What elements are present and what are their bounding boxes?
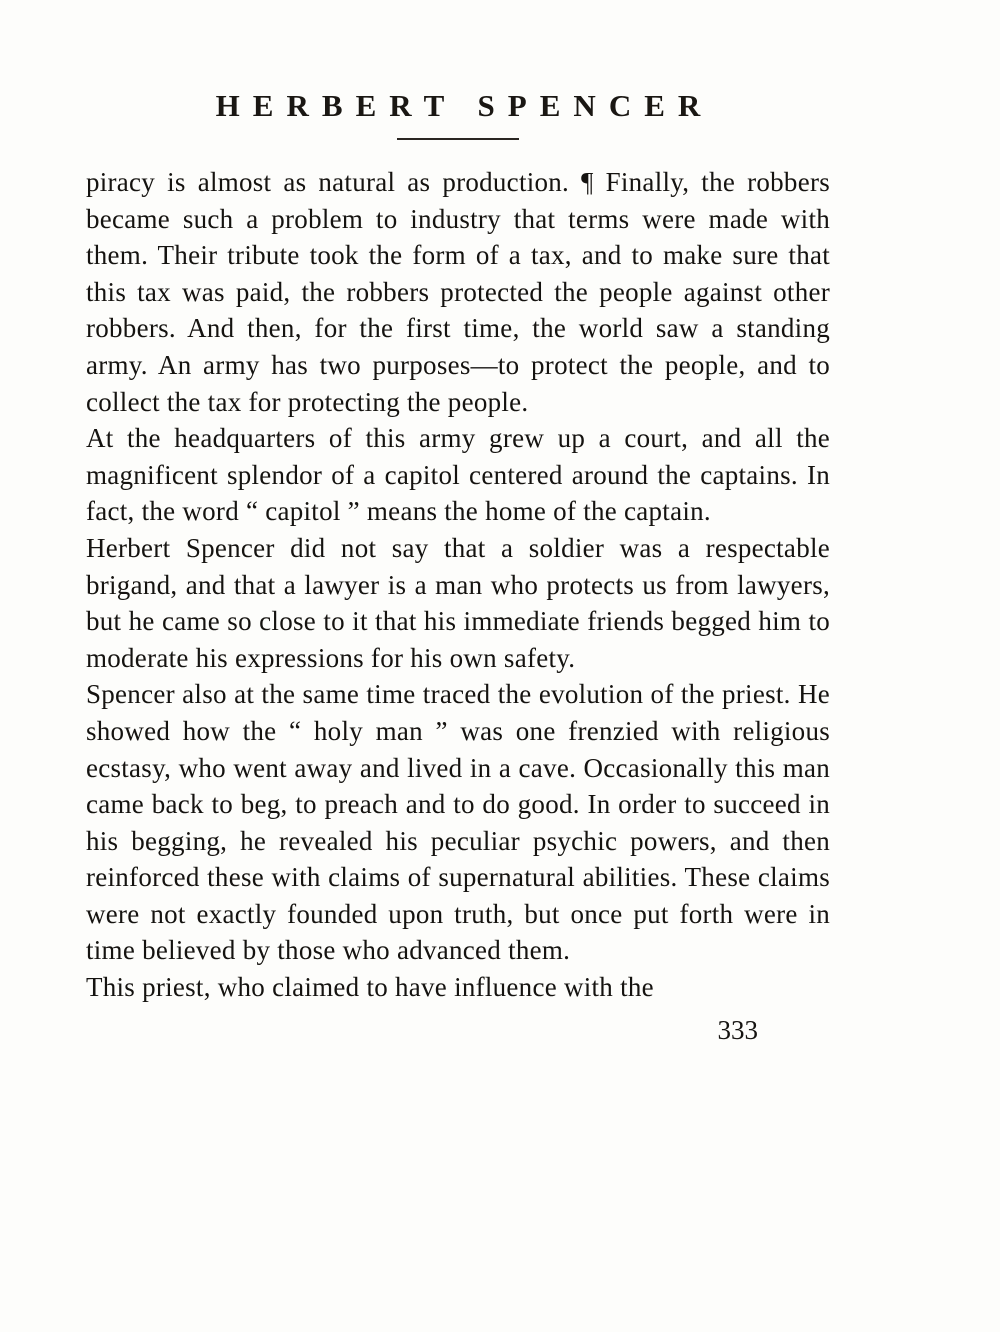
paragraph: piracy is almost as natural as production. ¶ Finally, the robbers became such a problem to industry that terms were made with them. Their tribute took the form of a tax, and to make sure that this tax was paid, the robbers protected the people against other robbers. And then, for the first time, the world saw a standing army. An army has two purposes—to protect the people, and to collect the tax for protecting the people.	[86, 167, 830, 417]
page-title: HERBERT SPENCER	[215, 88, 714, 123]
page-number: 333	[717, 1014, 758, 1045]
paragraph: This priest, who claimed to have influence with the	[86, 972, 654, 1003]
paragraph: Herbert Spencer did not say that a soldier was a respectable brigand, and that a lawyer is a man who protects us from lawyers, but he came so close to it that his immediate friends begged him to moderate his expressions for his own safety.	[86, 532, 830, 673]
page-header	[86, 88, 830, 140]
page-body	[86, 164, 830, 1006]
title-rule	[397, 138, 519, 140]
paragraph: At the headquarters of this army grew up a court, and all the magnificent splendor of a capitol centered around the captains. In fact, the word “ capitol ” means the home of the captain.	[86, 423, 830, 527]
paragraph: Spencer also at the same time traced the evolution of the priest. He showed how the “ holy man ” was one frenzied with religious ecstasy, who went away and lived in a cave. Occasionally this man came back to beg, to preach and to do good. In order to succeed in his begging, he revealed his peculiar psychic powers, and then reinforced these with claims of supernatural abilities. These claims were not exactly founded upon truth, but once put forth were in time believed by those who advanced them.	[86, 679, 830, 966]
